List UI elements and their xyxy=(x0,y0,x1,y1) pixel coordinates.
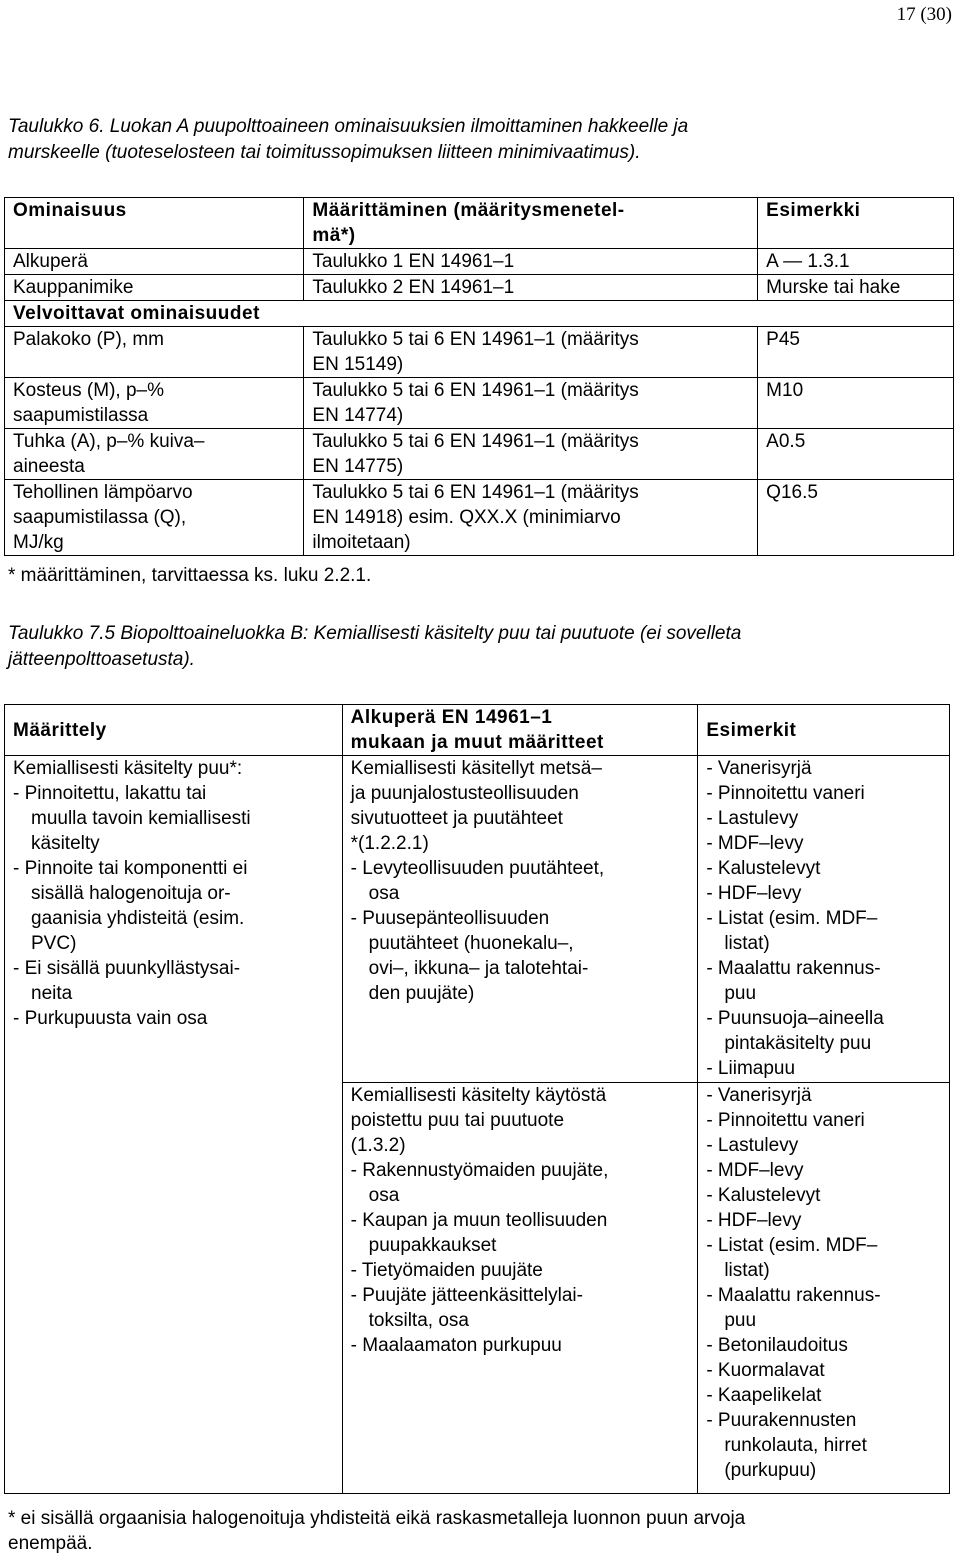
table6-caption xyxy=(8,114,948,166)
list-item: - Listat (esim. MDF– xyxy=(706,1235,878,1256)
footnote-line: * ei sisällä orgaanisia halogenoituja yhdisteitä eikä raskasmetalleja luonnon puun arvoja xyxy=(8,1508,746,1529)
list-item: - Maalattu rakennus- xyxy=(706,958,881,979)
list-item: PVC) xyxy=(31,933,77,954)
cell-property xyxy=(5,480,304,556)
list-item: Kemiallisesti käsitellyt metsä– xyxy=(350,758,602,779)
list-item: - Vanerisyrjä xyxy=(706,1085,812,1106)
cell-property: Alkuperä xyxy=(5,249,304,275)
list-item: - Rakennustyömaiden puujäte, xyxy=(350,1160,609,1181)
cell-line: Tehollinen lämpöarvo xyxy=(13,482,193,503)
cell-property xyxy=(5,327,304,378)
table7 xyxy=(4,704,950,1494)
list-item: - Maalattu rakennus- xyxy=(706,1285,881,1306)
list-item: - Puunsuoja–aineella xyxy=(706,1008,884,1029)
list-item: runkolauta, hirret xyxy=(724,1435,867,1456)
origin-list xyxy=(351,1083,690,1358)
list-item: puu xyxy=(724,1310,757,1331)
cell-method xyxy=(304,480,758,556)
cell-line: saapumistilassa (Q), xyxy=(13,507,187,528)
list-item: listat) xyxy=(724,933,770,954)
cell-origin xyxy=(342,1083,698,1494)
list-item: - Listat (esim. MDF– xyxy=(706,908,878,929)
cell-definition xyxy=(5,756,343,1494)
list-item: listat) xyxy=(724,1260,770,1281)
table-row xyxy=(5,378,954,429)
cell-line: Taulukko 5 tai 6 EN 14961–1 (määritys xyxy=(312,380,639,401)
list-item: pintakäsitelty puu xyxy=(724,1033,872,1054)
cell-example: M10 xyxy=(758,378,954,429)
list-item: - Pinnoite tai komponentti ei xyxy=(13,858,248,879)
list-item: - Kalustelevyt xyxy=(706,1185,821,1206)
cell-line: Palakoko (P), mm xyxy=(13,329,164,350)
cell-property: Kauppanimike xyxy=(5,275,304,301)
list-item: neita xyxy=(31,983,73,1004)
list-item: - Tietyömaiden puujäte xyxy=(350,1260,543,1281)
header-origin xyxy=(342,705,698,756)
list-item: - Purkupuusta vain osa xyxy=(13,1008,208,1029)
header-example: Esimerkki xyxy=(758,198,954,249)
list-item: - Pinnoitettu vaneri xyxy=(706,783,865,804)
list-item: - Kalustelevyt xyxy=(706,858,821,879)
table6-caption-line: murskeelle (tuoteselosteen tai toimitussopimuksen liitteen minimivaatimus). xyxy=(8,142,641,163)
table-row xyxy=(5,275,954,301)
header-examples: Esimerkit xyxy=(698,705,950,756)
cell-method: Taulukko 1 EN 14961–1 xyxy=(304,249,758,275)
list-item: - Pinnoitettu, lakattu tai xyxy=(13,783,207,804)
list-item: - HDF–levy xyxy=(706,883,802,904)
header-method-line: mä*) xyxy=(312,225,356,246)
page-number: 17 (30) xyxy=(896,4,952,25)
section-row xyxy=(5,301,954,327)
examples-list xyxy=(706,1083,941,1483)
table6-caption-line: Taulukko 6. Luokan A puupolttoaineen ominaisuuksien ilmoittaminen hakkeelle ja xyxy=(8,116,689,137)
section-title: Velvoittavat ominaisuudet xyxy=(5,301,954,327)
header-definition: Määrittely xyxy=(5,705,343,756)
list-item: - Pinnoitettu vaneri xyxy=(706,1110,865,1131)
list-item: - Kuormalavat xyxy=(706,1360,825,1381)
footnote-line: enempää. xyxy=(8,1533,93,1554)
list-item: osa xyxy=(368,883,400,904)
table-row xyxy=(5,429,954,480)
table7-footnote xyxy=(8,1506,948,1556)
list-item: osa xyxy=(368,1185,400,1206)
list-item: - MDF–levy xyxy=(706,833,804,854)
cell-example: A — 1.3.1 xyxy=(758,249,954,275)
list-item: muulla tavoin kemiallisesti xyxy=(31,808,251,829)
cell-examples xyxy=(698,756,950,1083)
cell-line: EN 15149) xyxy=(312,354,404,375)
list-item: - Puurakennusten xyxy=(706,1410,857,1431)
list-item: - Lastulevy xyxy=(706,1135,799,1156)
list-item: puu xyxy=(724,983,757,1004)
cell-line: Taulukko 5 tai 6 EN 14961–1 (määritys xyxy=(312,329,639,350)
list-item: - Vanerisyrjä xyxy=(706,758,812,779)
list-item: poistettu puu tai puutuote xyxy=(350,1110,565,1131)
list-item: - Levyteollisuuden puutähteet, xyxy=(350,858,605,879)
list-item: - Ei sisällä puunkyllästysai- xyxy=(13,958,241,979)
list-item: - Puusepänteollisuuden xyxy=(350,908,550,929)
list-item: puupakkaukset xyxy=(368,1235,497,1256)
list-item: Kemiallisesti käsitelty puu*: xyxy=(13,758,243,779)
cell-line: saapumistilassa xyxy=(13,405,149,426)
table6-header-row xyxy=(5,198,954,249)
cell-property xyxy=(5,378,304,429)
list-item: puutähteet (huonekalu–, xyxy=(368,933,574,954)
header-method xyxy=(304,198,758,249)
list-item: sivutuotteet ja puutähteet xyxy=(350,808,563,829)
cell-line: EN 14774) xyxy=(312,405,404,426)
header-property: Ominaisuus xyxy=(5,198,304,249)
examples-list xyxy=(706,756,941,1081)
cell-method xyxy=(304,327,758,378)
cell-line: Taulukko 5 tai 6 EN 14961–1 (määritys xyxy=(312,431,639,452)
cell-example: A0.5 xyxy=(758,429,954,480)
list-item: - Betonilaudoitus xyxy=(706,1335,848,1356)
cell-example: P45 xyxy=(758,327,954,378)
table7-caption-line: jätteenpolttoasetusta). xyxy=(8,649,195,670)
list-item: - HDF–levy xyxy=(706,1210,802,1231)
cell-line: MJ/kg xyxy=(13,532,64,553)
list-item: toksilta, osa xyxy=(368,1310,469,1331)
list-item: käsitelty xyxy=(31,833,100,854)
list-item: - Kaapelikelat xyxy=(706,1385,822,1406)
list-item: - Lastulevy xyxy=(706,808,799,829)
definition-list xyxy=(13,756,334,1031)
list-item: - Liimapuu xyxy=(706,1058,796,1079)
header-origin-line: Alkuperä EN 14961–1 xyxy=(350,707,553,728)
list-item: - Maalaamaton purkupuu xyxy=(350,1335,562,1356)
cell-line: ilmoitetaan) xyxy=(312,532,411,553)
list-item: sisällä halogenoituja or- xyxy=(31,883,231,904)
cell-line: EN 14775) xyxy=(312,456,404,477)
cell-line: Tuhka (A), p–% kuiva– xyxy=(13,431,205,452)
cell-method: Taulukko 2 EN 14961–1 xyxy=(304,275,758,301)
list-item: ja puunjalostusteollisuuden xyxy=(350,783,579,804)
table-row xyxy=(5,480,954,556)
cell-line: Taulukko 5 tai 6 EN 14961–1 (määritys xyxy=(312,482,639,503)
cell-method xyxy=(304,429,758,480)
table6 xyxy=(4,197,954,556)
cell-property xyxy=(5,429,304,480)
table7-header-row xyxy=(5,705,950,756)
list-item: - Kaupan ja muun teollisuuden xyxy=(350,1210,608,1231)
cell-examples xyxy=(698,1083,950,1494)
table-row xyxy=(5,327,954,378)
list-item: - MDF–levy xyxy=(706,1160,804,1181)
table7-caption xyxy=(8,621,948,673)
list-item: gaanisia yhdisteitä (esim. xyxy=(31,908,245,929)
list-item: ovi–, ikkuna– ja talotehtai- xyxy=(368,958,589,979)
list-item: (purkupuu) xyxy=(724,1460,817,1481)
list-item: *(1.2.2.1) xyxy=(350,833,429,854)
list-item: - Puujäte jätteenkäsittelylai- xyxy=(350,1285,583,1306)
header-origin-line: mukaan ja muut määritteet xyxy=(350,732,604,753)
cell-line: EN 14918) esim. QXX.X (minimiarvo xyxy=(312,507,621,528)
list-item: Kemiallisesti käsitelty käytöstä xyxy=(350,1085,607,1106)
list-item: (1.3.2) xyxy=(350,1135,406,1156)
cell-origin xyxy=(342,756,698,1083)
origin-list xyxy=(351,756,690,1006)
cell-example: Murske tai hake xyxy=(758,275,954,301)
cell-example: Q16.5 xyxy=(758,480,954,556)
cell-method xyxy=(304,378,758,429)
table6-footnote: * määrittäminen, tarvittaessa ks. luku 2.2.1. xyxy=(8,565,372,586)
header-method-line: Määrittäminen (määritysmenetel- xyxy=(312,200,625,221)
cell-line: aineesta xyxy=(13,456,85,477)
table-row xyxy=(5,249,954,275)
cell-line: Kosteus (M), p–% xyxy=(13,380,164,401)
list-item: den puujäte) xyxy=(368,983,475,1004)
table-row xyxy=(5,756,950,1083)
table7-caption-line: Taulukko 7.5 Biopolttoaineluokka B: Kemiallisesti käsitelty puu tai puutuote (ei sovelleta xyxy=(8,623,742,644)
